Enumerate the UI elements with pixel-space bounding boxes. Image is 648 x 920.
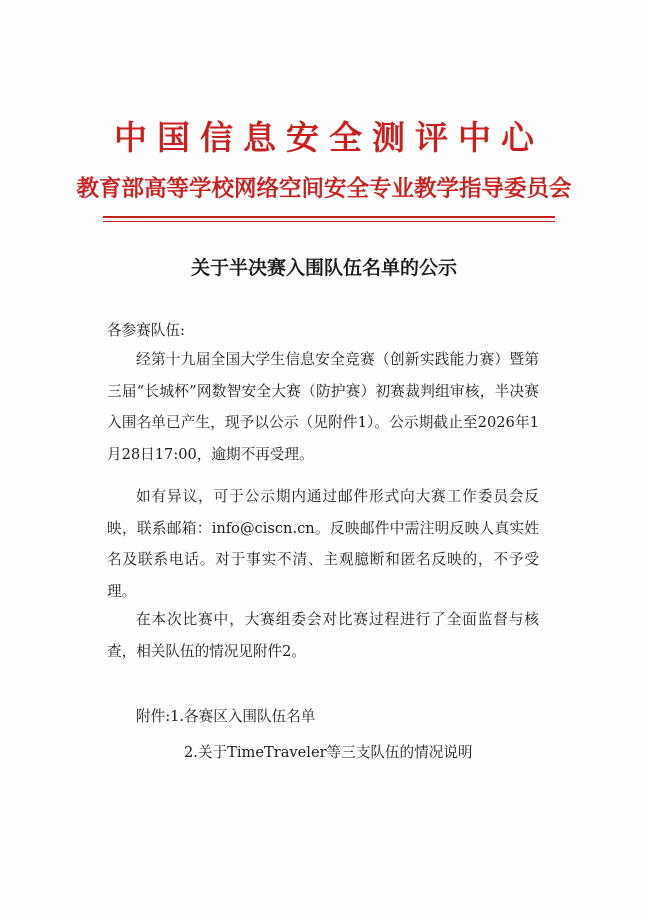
salutation: 各参赛队伍: [107,322,185,339]
attachments-label: 附件: [136,708,171,725]
header-divider-thin [103,221,555,222]
attachments-block [136,705,315,726]
attachment-item-1: 1.各赛区入围队伍名单 [170,708,316,725]
paragraph-2: 如有异议，可于公示期内通过邮件形式向大赛工作委员会反映，联系邮箱：info@ciscn.cn。反映邮件中需注明反映人真实姓名及联系电话。对于事实不清、主观臆断和匿名反映的，不予受理。 [107,488,539,600]
document-title: 关于半决赛入围队伍名单的公示 [190,257,457,279]
paragraph-1: 经第十九届全国大学生信息安全竞赛（创新实践能力赛）暨第三届“长城杯”网数智安全大赛（防护赛）初赛裁判组审核，半决赛入围名单已产生，现予以公示（见附件1）。公示期截止至2026年1月28日17:00，逾期不再受理。 [107,351,539,463]
issuing-org-2: 教育部高等学校网络空间安全专业教学指导委员会 [76,176,572,202]
issuing-org-1: 中国信息安全测评中心 [114,118,544,157]
attachment-item-2: 2.关于TimeTraveler等三支队伍的情况说明 [184,744,473,761]
header-divider-thick [103,216,555,218]
paragraph-3: 在本次比赛中，大赛组委会对比赛过程进行了全面监督与核查，相关队伍的情况见附件2。 [107,611,539,660]
